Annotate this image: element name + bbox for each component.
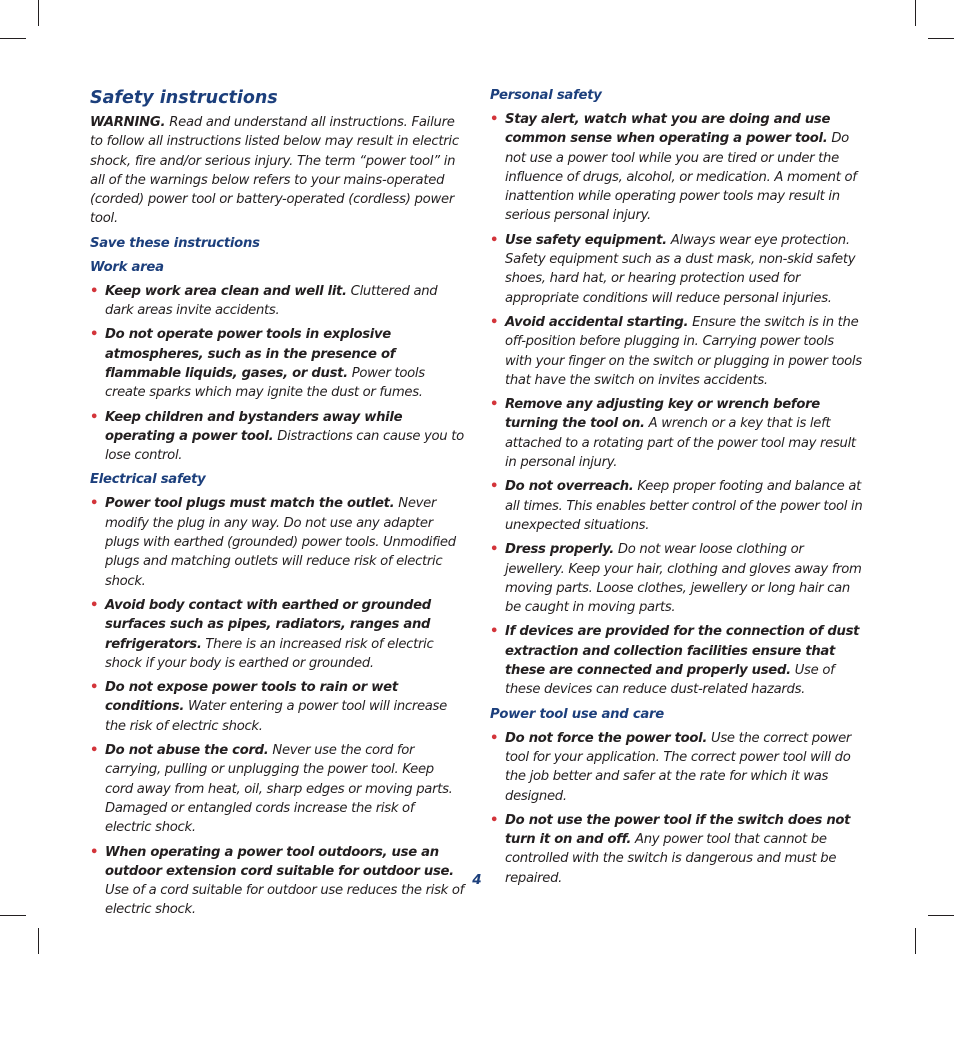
crop-mark <box>928 38 954 39</box>
bullet-icon: • <box>490 542 499 558</box>
item-lead: If devices are provided for the connection of dust extraction and collection facilities ensure that these are connected and properly used. <box>505 624 860 679</box>
item-lead: When operating a power tool outdoors, use an outdoor extension cord suitable for outdoor use. <box>105 844 454 879</box>
item-text: Always wear eye protection. Safety equipment such as a dust mask, non-skid safety shoes, hard hat, or hearing protection used for appropriate conditions will reduce personal injuries. <box>505 232 856 306</box>
bullet-icon: • <box>490 314 499 330</box>
bullet-icon: • <box>90 597 99 613</box>
item-text: Ensure the switch is in the off-position before plugging in. Carrying power tools with your finger on the switch or plugging in power tools that have the switch on invites accidents. <box>505 314 862 388</box>
left-column <box>90 86 464 925</box>
item-text: There is an increased risk of electric shock if your body is earthed or grounded. <box>105 636 434 671</box>
item-lead: Power tool plugs must match the outlet. <box>105 496 395 512</box>
section-heading-electrical-safety: Electrical safety <box>90 472 206 488</box>
bullet-icon: • <box>490 479 499 495</box>
item-lead: Remove any adjusting key or wrench before turning the tool on. <box>505 397 820 432</box>
list-item <box>90 596 464 673</box>
bullet-icon: • <box>90 743 99 759</box>
item-text: Distractions can cause you to lose control. <box>105 428 464 464</box>
bullet-icon: • <box>90 409 99 425</box>
list-item <box>90 325 464 402</box>
section-heading-personal-safety: Personal safety <box>490 88 602 103</box>
item-text: Keep proper footing and balance at all times. This enables better control of the power tool in unexpected situations. <box>505 479 863 533</box>
crop-mark <box>915 0 916 26</box>
item-text: Use of a cord suitable for outdoor use reduces the risk of electric shock. <box>105 883 464 918</box>
warning-paragraph <box>90 113 464 229</box>
item-lead: Do not overreach. <box>505 479 634 495</box>
item-lead: Dress properly. <box>505 542 614 558</box>
list-item <box>490 622 864 699</box>
list-item <box>490 231 864 308</box>
page-number: 4 <box>472 872 482 888</box>
page-title: Safety instructions <box>90 88 278 108</box>
list-item <box>90 843 464 920</box>
item-lead: Stay alert, watch what you are doing and use common sense when operating a power tool. <box>505 112 831 147</box>
bullet-icon: • <box>90 680 99 696</box>
list-item <box>490 540 864 617</box>
bullet-icon: • <box>90 327 99 343</box>
item-lead: Do not operate power tools in explosive atmospheres, such as in the presence of flammable liquids, gases, or dust. <box>105 327 396 381</box>
list-item <box>490 313 864 390</box>
item-lead: Do not force the power tool. <box>505 730 708 746</box>
list-item <box>490 811 864 888</box>
warning-text: Read and understand all instructions. Failure to follow all instructions listed below may result in electric shock, fire and/or serious injury. The term “power tool” in all of the warnings below refers to your mains-operated (corded) power tool or battery-operated (cordless) power tool. <box>90 115 459 227</box>
section-heading-work-area: Work area <box>90 259 164 275</box>
item-lead: Avoid accidental starting. <box>505 314 689 330</box>
bullet-icon: • <box>490 730 499 746</box>
bullet-icon: • <box>90 844 99 860</box>
bullet-icon: • <box>490 397 499 413</box>
bullet-icon: • <box>90 496 99 512</box>
list-item <box>90 494 464 590</box>
item-text: Never use the cord for carrying, pulling or unplugging the power tool. Keep cord away from heat, oil, sharp edges or moving parts. Damaged or entangled cords increase the risk of electric shock. <box>105 743 453 836</box>
electrical-safety-list <box>90 494 464 919</box>
list-item <box>90 678 464 736</box>
crop-mark <box>928 915 954 916</box>
bullet-icon: • <box>490 624 499 640</box>
item-lead: Do not expose power tools to rain or wet conditions. <box>105 680 398 715</box>
bullet-icon: • <box>490 232 499 248</box>
list-item <box>90 741 464 837</box>
crop-mark <box>0 915 26 916</box>
list-item <box>490 395 864 472</box>
item-text: Any power tool that cannot be controlled with the switch is dangerous and must be repaired. <box>505 832 837 886</box>
crop-mark <box>0 38 26 39</box>
list-item <box>490 729 864 806</box>
bullet-icon: • <box>90 283 99 299</box>
power-tool-use-list <box>490 729 864 888</box>
item-lead: Do not use the power tool if the switch does not turn it on and off. <box>505 812 851 848</box>
list-item <box>490 477 864 535</box>
item-text: Do not use a power tool while you are tired or under the influence of drugs, alcohol, or medication. A moment of inattention while operating power tools may result in serious personal injury. <box>505 131 857 224</box>
item-lead: Use safety equipment. <box>505 232 667 248</box>
section-heading-power-tool-use: Power tool use and care <box>490 706 664 722</box>
item-lead: Keep children and bystanders away while operating a power tool. <box>105 409 403 444</box>
item-lead: Do not abuse the cord. <box>105 743 269 759</box>
crop-mark <box>38 0 39 26</box>
item-text: A wrench or a key that is left attached to a rotating part of the power tool may result in personal injury. <box>505 416 856 471</box>
crop-mark <box>38 928 39 954</box>
bullet-icon: • <box>490 812 499 828</box>
right-column <box>490 86 864 893</box>
item-text: Cluttered and dark areas invite accidents. <box>105 283 438 319</box>
item-lead: Keep work area clean and well lit. <box>105 283 347 299</box>
list-item <box>490 110 864 226</box>
save-instructions-note: Save these instructions <box>90 235 260 251</box>
list-item <box>90 408 464 466</box>
personal-safety-list <box>490 110 864 700</box>
work-area-list <box>90 282 464 466</box>
warning-label: WARNING. <box>90 115 166 130</box>
list-item <box>90 282 464 321</box>
bullet-icon: • <box>490 112 499 127</box>
item-lead: Avoid body contact with earthed or grounded surfaces such as pipes, radiators, ranges and refrigerators. <box>105 597 431 652</box>
item-text: Use of these devices can reduce dust-related hazards. <box>505 663 835 698</box>
item-text: Water entering a power tool will increase the risk of electric shock. <box>105 699 447 734</box>
item-text: Use the correct power tool for your application. The correct power tool will do the job better and safer at the rate for which it was designed. <box>505 730 852 804</box>
item-text: Never modify the plug in any way. Do not use any adapter plugs with earthed (grounded) power tools. Unmodified plugs and matching outlets will reduce risk of electric shock. <box>105 496 456 589</box>
item-text: Do not wear loose clothing or jewellery. Keep your hair, clothing and gloves away from moving parts. Loose clothes, jewellery or long hair can be caught in moving parts. <box>505 542 862 616</box>
item-text: Power tools create sparks which may ignite the dust or fumes. <box>105 365 425 401</box>
crop-mark <box>915 928 916 954</box>
